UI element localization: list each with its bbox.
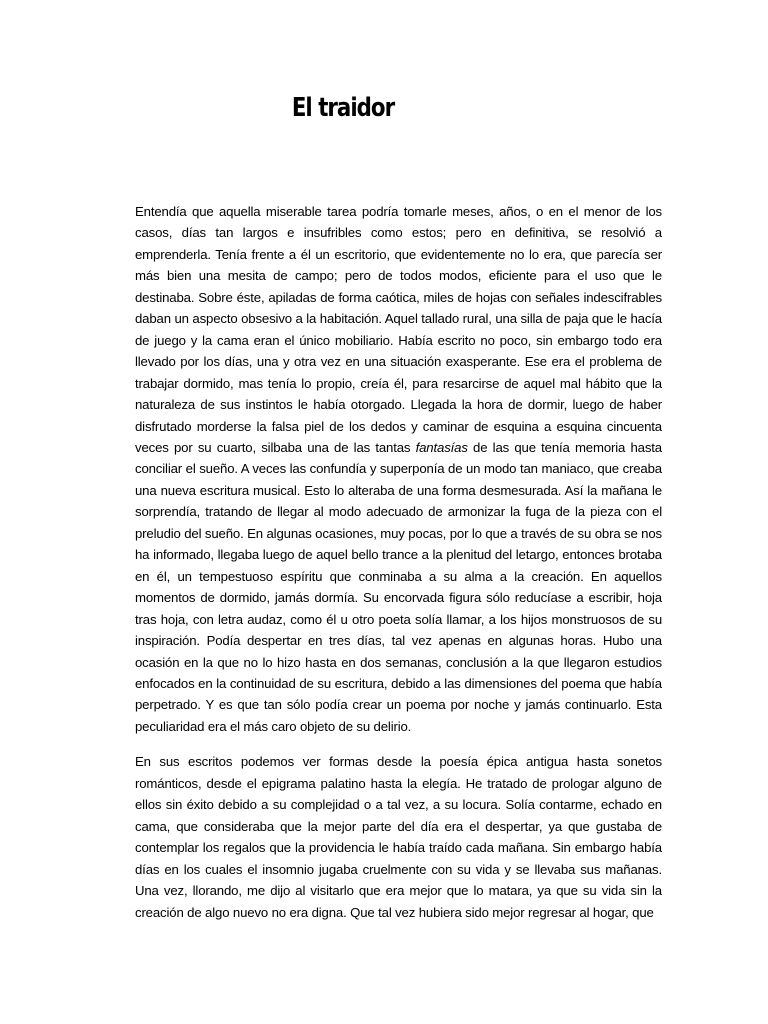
paragraph-1-text-after: de las que tenía memoria hasta conciliar el sueño. A veces las confundía y superponía de un modo tan maniaco, que creaba una nueva escritura musical. Esto lo alteraba de una forma desmesurada. Así la mañana le sorprendía, tratando de llegar al modo adecuado de armonizar la fuga de la pieza con el preludio del sueño. En algunas ocasiones, muy pocas, por lo que a través de su obra se nos ha informado, llegaba luego de aquel bello trance a la plenitud del letargo, entonces brotaba en él, un tempestuoso espíritu que conminaba a su alma a la creación. En aquellos momentos de dormido, jamás dormía. Su encorvada figura sólo reducíase a escribir, hoja tras hoja, con letra audaz, como él u otro poeta solía llamar, a los hijos monstruosos de su inspiración. Podía despertar en tres días, tal vez apenas en algunas horas. Hubo una ocasión en la que no lo hizo hasta en dos semanas, conclusión a la que llegaron estudios enfocados en la continuidad de su escritura, debido a las dimensiones del poema que había perpetrado. Y es que tan sólo podía crear un poema por noche y jamás continuarlo. Esta peculiaridad era el más caro objeto de su delirio. <box>135 439 662 734</box>
document-title: El traidor <box>291 93 395 123</box>
paragraph-1 <box>135 201 662 737</box>
paragraph-1-emphasis: fantasías <box>415 439 468 455</box>
document-body <box>135 201 662 937</box>
paragraph-1-text-before: Entendía que aquella miserable tarea podría tomarle meses, años, o en el menor de los casos, días tan largos e insufribles como estos; pero en definitiva, se resolvió a emprenderla. Tenía frente a él un escritorio, que evidentemente no lo era, que parecía ser más bien una mesita de campo; pero de todos modos, eficiente para el uso que le destinaba. Sobre éste, apiladas de forma caótica, miles de hojas con señales indescifrables daban un aspecto obsesivo a la habitación. Aquel tallado rural, una silla de paja que le hacía de juego y la cama eran el único mobiliario. Había escrito no poco, sin embargo todo era llevado por los días, una y otra vez en una situación exasperante. Ese era el problema de trabajar dormido, mas tenía lo propio, creía él, para resarcirse de aquel mal hábito que la naturaleza de sus instintos le había otorgado. Llegada la hora de dormir, luego de haber disfrutado morderse la falsa piel de los dedos y caminar de esquina a esquina cincuenta veces por su cuarto, silbaba una de las tantas <box>135 204 662 455</box>
paragraph-2: En sus escritos podemos ver formas desde la poesía épica antigua hasta sonetos románticos, desde el epigrama palatino hasta la elegía. He tratado de prologar alguno de ellos sin éxito debido a su complejidad o a tal vez, a su locura. Solía contarme, echado en cama, que consideraba que la mejor parte del día era el despertar, ya que gustaba de contemplar los regalos que la providencia le había traído cada mañana. Sin embargo había días en los cuales el insomnio jugaba cruelmente con su vida y se llevaba sus mañanas. Una vez, llorando, me dijo al visitarlo que era mejor que lo matara, ya que su vida sin la creación de algo nuevo no era digna. Que tal vez hubiera sido mejor regresar al hogar, que <box>135 754 662 920</box>
